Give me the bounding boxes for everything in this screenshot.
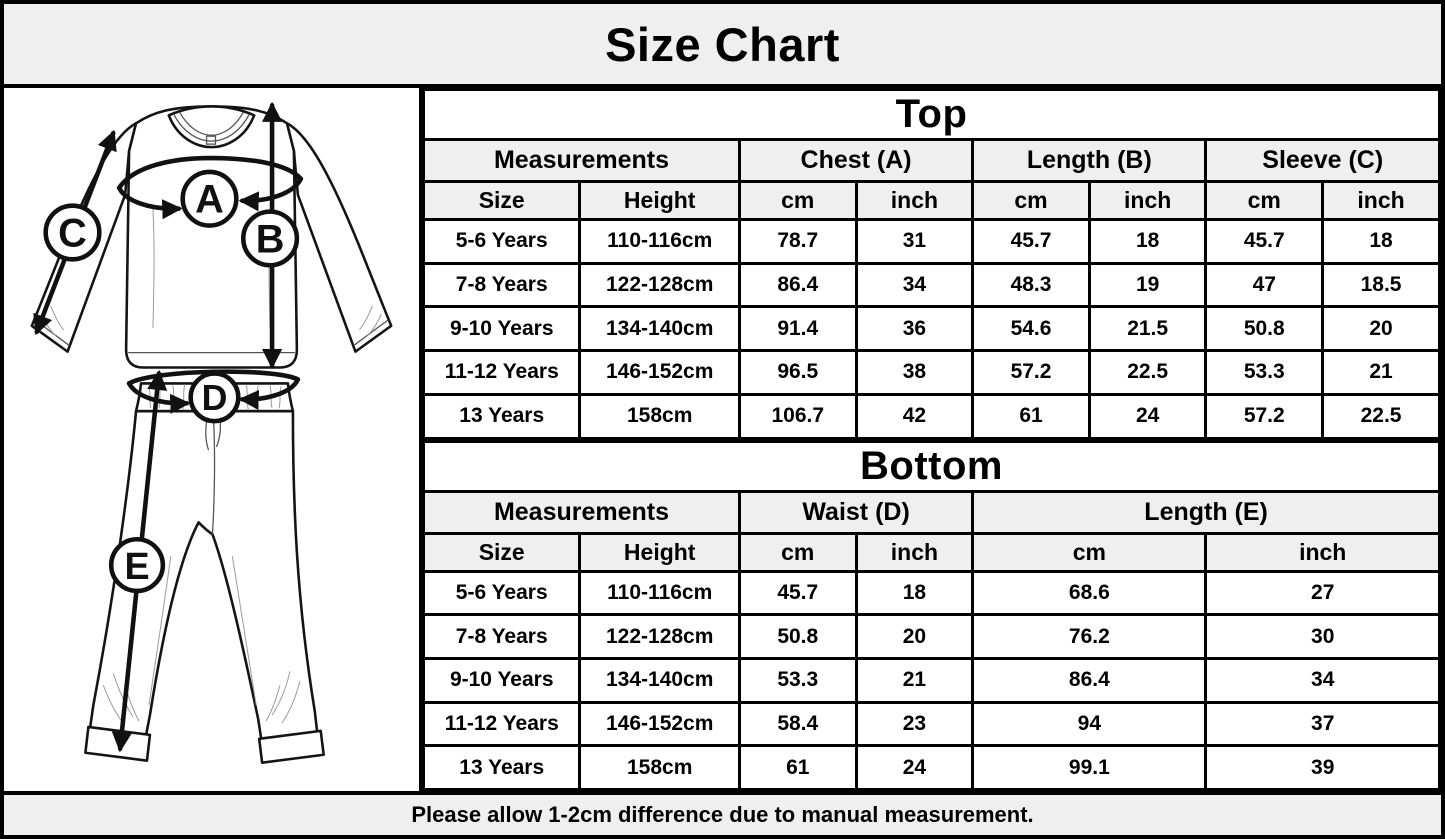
table-cell: 18.5 [1323, 263, 1440, 307]
column-header-size: Size [424, 182, 580, 220]
table-cell: 94 [973, 702, 1206, 746]
table-cell: 50.8 [1206, 307, 1323, 351]
table-cell: 158cm [580, 746, 740, 790]
bottom-banner-row [424, 441, 1440, 491]
table-cell: 48.3 [973, 263, 1090, 307]
table-cell: 23 [856, 702, 973, 746]
table-cell: 24 [856, 746, 973, 790]
table-cell: 19 [1089, 263, 1206, 307]
column-header-cm: cm [739, 533, 856, 571]
column-header-chest: Chest (A) [739, 140, 972, 182]
table-cell: 91.4 [739, 307, 856, 351]
table-cell: 34 [856, 263, 973, 307]
column-header-size: Size [424, 533, 580, 571]
column-header-inch: inch [856, 533, 973, 571]
bottom-group-header-row [424, 491, 1440, 533]
table-cell: 13 Years [424, 394, 580, 438]
table-cell: 146-152cm [580, 702, 740, 746]
table-cell: 18 [1089, 220, 1206, 264]
column-header-waist: Waist (D) [739, 491, 972, 533]
table-cell: 86.4 [739, 263, 856, 307]
table-cell: 5-6 Years [424, 220, 580, 264]
column-header-measurements: Measurements [424, 491, 740, 533]
table-cell: 5-6 Years [424, 571, 580, 615]
table-cell: 45.7 [973, 220, 1090, 264]
top-table-body [424, 220, 1440, 439]
column-header-inch: inch [1089, 182, 1206, 220]
table-cell: 7-8 Years [424, 263, 580, 307]
table-cell: 18 [856, 571, 973, 615]
table-cell: 30 [1206, 615, 1440, 659]
table-cell: 50.8 [739, 615, 856, 659]
column-header-length: Length (B) [973, 140, 1206, 182]
pajama-set-drawing [4, 88, 419, 791]
table-row [424, 615, 1440, 659]
table-row [424, 394, 1440, 438]
table-cell: 134-140cm [580, 658, 740, 702]
table-cell: 39 [1206, 746, 1440, 790]
table-cell: 158cm [580, 394, 740, 438]
top-sub-header-row [424, 182, 1440, 220]
table-cell: 21.5 [1089, 307, 1206, 351]
table-cell: 134-140cm [580, 307, 740, 351]
table-cell: 110-116cm [580, 571, 740, 615]
column-header-cm: cm [973, 533, 1206, 571]
size-tables [422, 88, 1441, 791]
table-row [424, 307, 1440, 351]
footer-note: Please allow 1-2cm difference due to manual measurement. [4, 791, 1441, 835]
table-row [424, 351, 1440, 395]
table-cell: 21 [1323, 351, 1440, 395]
column-header-height: Height [580, 533, 740, 571]
label-a: A [195, 177, 224, 222]
table-cell: 37 [1206, 702, 1440, 746]
top-table-title: Top [424, 90, 1440, 140]
table-cell: 53.3 [739, 658, 856, 702]
column-header-cm: cm [739, 182, 856, 220]
table-cell: 20 [1323, 307, 1440, 351]
table-cell: 22.5 [1089, 351, 1206, 395]
table-cell: 78.7 [739, 220, 856, 264]
garment-illustration-panel [4, 88, 422, 791]
table-cell: 61 [973, 394, 1090, 438]
table-cell: 9-10 Years [424, 658, 580, 702]
table-cell: 57.2 [973, 351, 1090, 395]
column-header-height: Height [580, 182, 740, 220]
column-header-inch: inch [856, 182, 973, 220]
table-cell: 76.2 [973, 615, 1206, 659]
table-row [424, 746, 1440, 790]
main-content [4, 88, 1441, 791]
table-cell: 9-10 Years [424, 307, 580, 351]
table-row [424, 263, 1440, 307]
table-cell: 146-152cm [580, 351, 740, 395]
table-row [424, 220, 1440, 264]
column-header-sleeve: Sleeve (C) [1206, 140, 1440, 182]
table-cell: 20 [856, 615, 973, 659]
table-cell: 34 [1206, 658, 1440, 702]
table-cell: 54.6 [973, 307, 1090, 351]
table-cell: 99.1 [973, 746, 1206, 790]
table-cell: 38 [856, 351, 973, 395]
table-cell: 122-128cm [580, 615, 740, 659]
table-cell: 110-116cm [580, 220, 740, 264]
table-cell: 47 [1206, 263, 1323, 307]
bottom-sub-header-row [424, 533, 1440, 571]
column-header-inch: inch [1206, 533, 1440, 571]
table-cell: 68.6 [973, 571, 1206, 615]
table-cell: 7-8 Years [424, 615, 580, 659]
table-cell: 22.5 [1323, 394, 1440, 438]
table-cell: 11-12 Years [424, 702, 580, 746]
table-cell: 42 [856, 394, 973, 438]
table-cell: 36 [856, 307, 973, 351]
table-cell: 24 [1089, 394, 1206, 438]
column-header-length: Length (E) [973, 491, 1440, 533]
table-row [424, 571, 1440, 615]
table-cell: 53.3 [1206, 351, 1323, 395]
table-cell: 11-12 Years [424, 351, 580, 395]
table-row [424, 702, 1440, 746]
table-cell: 86.4 [973, 658, 1206, 702]
column-header-measurements: Measurements [424, 140, 740, 182]
label-e: E [124, 544, 150, 587]
bottom-table-body [424, 571, 1440, 790]
table-cell: 106.7 [739, 394, 856, 438]
table-cell: 122-128cm [580, 263, 740, 307]
label-d: D [201, 378, 228, 419]
table-cell: 21 [856, 658, 973, 702]
bottom-size-table [422, 440, 1441, 792]
top-group-header-row [424, 140, 1440, 182]
top-banner-row [424, 90, 1440, 140]
column-header-cm: cm [1206, 182, 1323, 220]
column-header-inch: inch [1323, 182, 1440, 220]
column-header-cm: cm [973, 182, 1090, 220]
bottom-table-title: Bottom [424, 441, 1440, 491]
label-b: B [255, 217, 285, 262]
table-cell: 45.7 [1206, 220, 1323, 264]
table-cell: 58.4 [739, 702, 856, 746]
table-cell: 18 [1323, 220, 1440, 264]
table-cell: 96.5 [739, 351, 856, 395]
top-size-table [422, 88, 1441, 440]
label-c: C [58, 211, 87, 256]
table-cell: 45.7 [739, 571, 856, 615]
page-title: Size Chart [4, 4, 1441, 88]
table-cell: 27 [1206, 571, 1440, 615]
table-cell: 57.2 [1206, 394, 1323, 438]
table-cell: 61 [739, 746, 856, 790]
table-cell: 31 [856, 220, 973, 264]
table-cell: 13 Years [424, 746, 580, 790]
table-row [424, 658, 1440, 702]
